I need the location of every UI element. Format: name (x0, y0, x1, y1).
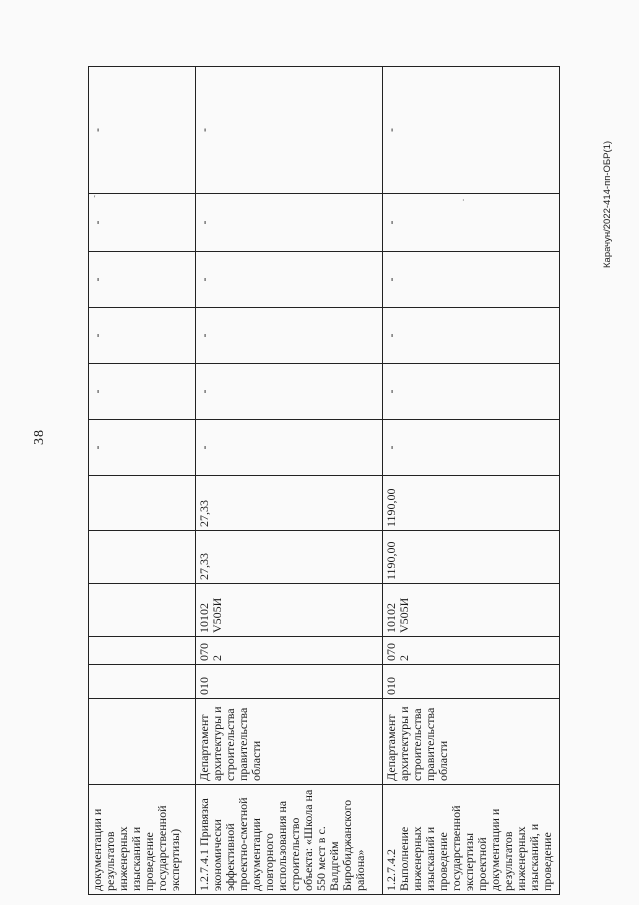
agency-cell: Департамент архитектуры и строительства правительства области (196, 699, 383, 785)
code-cell: 010 (196, 665, 383, 699)
dash-cell: - (196, 364, 383, 420)
value-cell (89, 531, 196, 584)
dash-cell: - (196, 67, 383, 194)
rotated-table-container (88, 66, 560, 895)
value-cell: 27,33 (196, 476, 383, 531)
code-cell (89, 665, 196, 699)
value-cell: 1190,00 (383, 476, 560, 531)
agency-cell (89, 699, 196, 785)
code-cell: 0702 (383, 637, 560, 665)
document-reference-note: Карачун/2022-414-пп-ОБР(1) (602, 140, 613, 268)
page-number: 38 (32, 429, 47, 445)
code-cell: 010 (383, 665, 560, 699)
row-name-cell (383, 785, 560, 895)
code-cell: 0702 (196, 637, 383, 665)
dash-cell: - (196, 252, 383, 308)
row-name-cell: документации и результатов инженерных изысканий и проведение государственной экспертизы) (89, 785, 196, 895)
table-row (383, 67, 560, 895)
value-cell (89, 476, 196, 531)
table-row (89, 67, 196, 895)
dash-cell: - (383, 252, 560, 308)
value-cell: 27,33 (196, 531, 383, 584)
dash-cell: - (196, 308, 383, 364)
dash-cell: - (89, 252, 196, 308)
dash-cell: - (89, 364, 196, 420)
agency-cell: Департамент архитектуры и строительства правительства области (383, 699, 560, 785)
row-name: Выполнение инженерных изысканий и проведение государственной экспертизы проектной документации и результатов инженерных изысканий, и проведение (397, 805, 554, 891)
code-cell (89, 584, 196, 637)
dash-cell: - (196, 420, 383, 476)
scan-speck: · (462, 196, 465, 205)
dash-cell: - (383, 364, 560, 420)
dash-cell: - (89, 67, 196, 194)
dash-cell: - (89, 308, 196, 364)
dash-cell: - (383, 420, 560, 476)
dash-cell: - (383, 67, 560, 194)
code-cell (89, 637, 196, 665)
row-number: 1.2.7.4.1 (197, 849, 211, 891)
scan-speck: ' (94, 194, 96, 203)
dash-cell: - (383, 194, 560, 252)
value-cell: 1190,00 (383, 531, 560, 584)
row-name: Привязка экономически эффективной проектно-сметной документации повторного использования на строительство объекта: «Школа на 550 мест в с. Валдгейм Биробиджанского района» (197, 789, 367, 891)
code-cell: 10102 V505И (383, 584, 560, 637)
row-number: 1.2.7.4.2 (384, 849, 398, 891)
table-row (196, 67, 383, 895)
data-table (88, 66, 560, 895)
dash-cell: - (89, 420, 196, 476)
dash-cell: - (383, 308, 560, 364)
dash-cell: - (89, 194, 196, 252)
code-cell: 10102 V505И (196, 584, 383, 637)
dash-cell: - (196, 194, 383, 252)
row-name-cell (196, 785, 383, 895)
